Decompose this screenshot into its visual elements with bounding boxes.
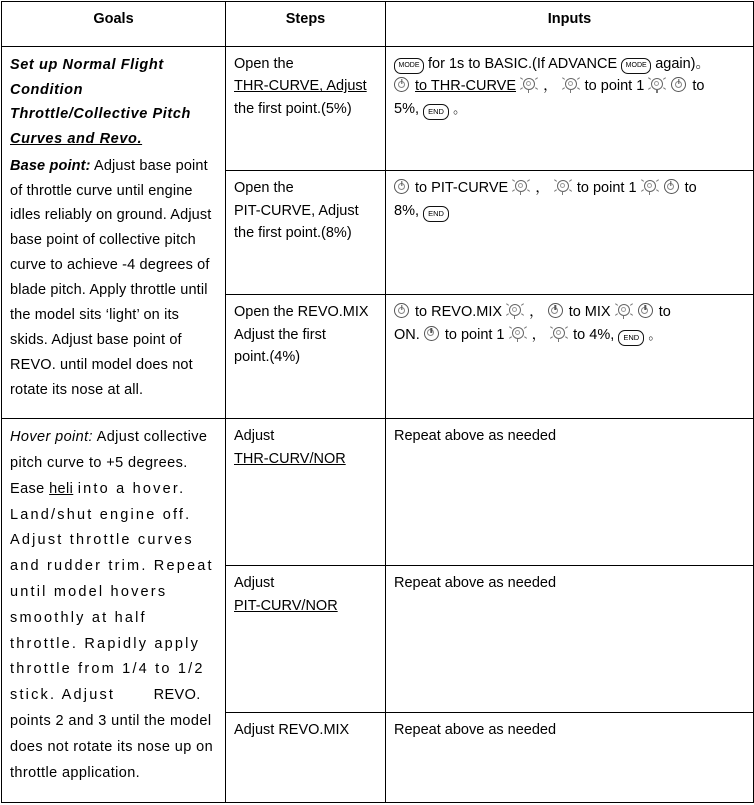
end-button-icon: END — [423, 104, 449, 120]
goal-title-line-4: Curves and Revo. — [10, 130, 143, 147]
goal-body-hover-point — [10, 425, 217, 786]
inputs-fragment: to MIX — [568, 304, 611, 321]
goal-title-line-2: Condition — [10, 81, 84, 98]
step-line-3: the first point.(8%) — [234, 225, 352, 241]
column-header-goals: Goals — [2, 2, 226, 47]
mode-button-icon: MODE — [394, 58, 424, 74]
rotary-dial-icon — [424, 326, 441, 343]
inputs-fragment: to 4%, — [573, 326, 615, 343]
step-line-1: Adjust REVO.MIX — [234, 722, 350, 739]
step-cell-thr-curv-nor — [226, 419, 386, 566]
step-line-3: the first point.(5%) — [234, 100, 352, 117]
step-line-1: Open the — [234, 180, 294, 197]
rotary-dial-rays-icon — [554, 178, 573, 195]
inputs-cell-pit-curve — [386, 171, 754, 295]
end-button-icon: END — [618, 330, 644, 346]
rotary-dial-icon — [671, 77, 688, 94]
step-line-1: Open the REVO.MIX — [234, 304, 369, 321]
rotary-dial-rays-icon — [509, 325, 528, 342]
document-page — [0, 1, 754, 805]
goal-body-text-c: REVO. points 2 and 3 — [10, 687, 201, 729]
inputs-fragment: 5%, — [394, 100, 419, 117]
step-line-2: PIT-CURV/NOR — [234, 597, 338, 614]
inputs-fragment: to — [684, 180, 697, 197]
inputs-fragment: to point 1 — [444, 326, 505, 343]
goal-body-underlined-heli: heli — [49, 480, 74, 497]
inputs-fragment: ON. — [394, 326, 420, 343]
table-row — [2, 419, 754, 566]
mode-button-icon: MODE — [621, 58, 651, 74]
step-line-2: PIT-CURVE, Adjust — [234, 202, 359, 219]
step-line-1: Adjust — [234, 428, 275, 445]
inputs-cell-repeat-1: Repeat above as needed — [386, 419, 754, 566]
inputs-fragment: to — [658, 304, 671, 321]
goal-title-line-3: Throttle/Collective Pitch — [10, 106, 191, 123]
step-line-1: Open the — [234, 56, 294, 72]
step-cell-thr-curve — [226, 47, 386, 171]
goal-lead-hover-point: Hover point: — [10, 429, 93, 446]
goal-cell-hover-point — [2, 419, 226, 803]
goal-body-text-b: into a hover. Land/shut engine off. Adjust throttle curves and rudder trim. Repeat until model hovers smoothly at half throttle. Rapidly apply throttle from 1/4 to 1/2 stick. Adjust — [10, 480, 214, 704]
inputs-fragment: to point 1 — [576, 180, 637, 197]
inputs-fragment: ， — [531, 326, 547, 343]
inputs-fragment: to point 1 — [584, 78, 645, 95]
rotary-dial-rays-icon — [512, 178, 531, 195]
step-line-2: THR-CURV/NOR — [234, 450, 346, 467]
inputs-cell-repeat-3: Repeat above as needed — [386, 713, 754, 803]
rotary-dial-rays-icon — [550, 325, 569, 342]
step-cell-pit-curv-nor — [226, 566, 386, 713]
step-cell-pit-curve — [226, 171, 386, 295]
rotary-dial-icon — [638, 303, 655, 320]
column-header-inputs: Inputs — [386, 2, 754, 47]
step-cell-revo-mix-2 — [226, 713, 386, 803]
procedure-table — [1, 1, 754, 803]
goal-body-text-a: Adjust collective pitch curve to +5 degrees. Ease — [10, 429, 208, 497]
step-line-1: Adjust — [234, 575, 275, 592]
inputs-fragment: 8%, — [394, 202, 419, 219]
inputs-fragment: 。 — [648, 326, 662, 342]
table-row — [2, 47, 754, 171]
goal-body-base-point — [10, 154, 217, 403]
goal-title-line-1: Set up Normal Flight — [10, 57, 164, 73]
step-cell-revo-mix — [226, 295, 386, 419]
end-button-icon: END — [423, 206, 449, 222]
inputs-fragment: ， — [543, 78, 558, 95]
rotary-dial-rays-icon — [615, 302, 634, 319]
step-line-2: Adjust the first — [234, 326, 326, 343]
inputs-fragment: to — [692, 78, 705, 95]
inputs-fragment: to PIT-CURVE — [415, 180, 509, 197]
inputs-cell-repeat-2: Repeat above as needed — [386, 566, 754, 713]
inputs-cell-thr-curve — [386, 47, 754, 171]
inputs-cell-revo-mix — [386, 295, 754, 419]
step-line-2: THR-CURVE, Adjust — [234, 78, 367, 95]
rotary-dial-icon — [394, 179, 411, 196]
goal-body-text: Adjust base point of throttle curve until engine idles reliably on ground. Adjust base point of collective pitch curve to achieve -4 degrees of blade pitch. Apply throttle until the model sits ‘light’ on its skids. Adjust base point of REVO. until model does not rotate its nose at all. — [10, 157, 212, 398]
rotary-dial-rays-icon — [520, 76, 539, 93]
goal-lead-base-point: Base point: — [10, 157, 91, 174]
inputs-fragment: for 1s to BASIC.(If ADVANCE — [428, 56, 618, 72]
rotary-dial-rays-icon — [562, 76, 581, 93]
inputs-fragment: to THR-CURVE — [415, 78, 517, 95]
rotary-dial-icon — [394, 303, 411, 320]
rotary-dial-rays-icon — [506, 302, 525, 319]
goal-title — [10, 53, 217, 152]
rotary-dial-icon — [394, 77, 411, 94]
inputs-fragment: ， — [529, 304, 544, 321]
rotary-dial-icon — [548, 303, 565, 320]
inputs-fragment: ， — [535, 180, 550, 197]
table-header-row — [2, 2, 754, 47]
rotary-dial-rays-icon — [641, 178, 660, 195]
rotary-dial-rays-icon — [648, 76, 667, 93]
inputs-fragment: 。 — [453, 100, 467, 116]
rotary-dial-icon — [664, 179, 681, 196]
inputs-fragment: to REVO.MIX — [415, 304, 503, 321]
step-line-3: point.(4%) — [234, 349, 301, 366]
column-header-steps: Steps — [226, 2, 386, 47]
goal-body-text-d: until the model does not rotate its nose up on throttle application. — [10, 712, 214, 781]
goal-cell-normal-flight — [2, 47, 226, 419]
inputs-fragment: again)。 — [655, 56, 711, 72]
